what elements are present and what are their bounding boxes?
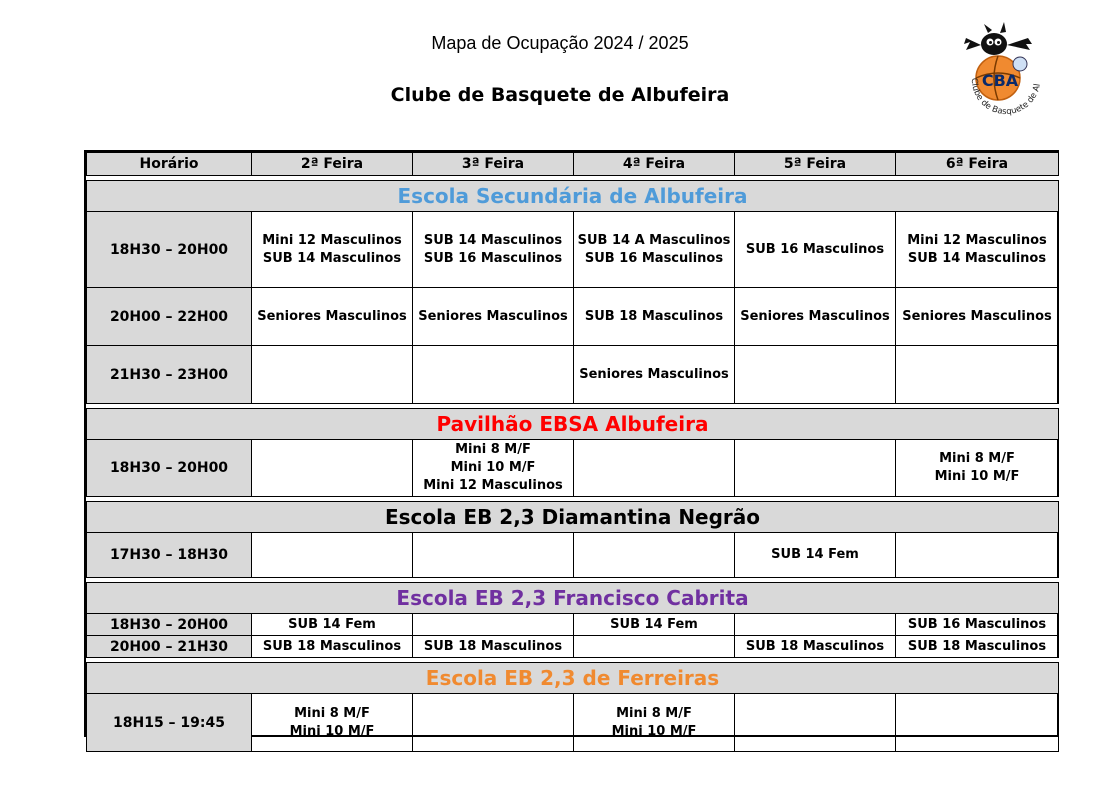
schedule-cell — [252, 288, 413, 346]
schedule-cell — [574, 288, 735, 346]
team-entry: SUB 18 Masculinos — [584, 308, 724, 324]
schedule-cell — [735, 346, 896, 404]
team-entry: SUB 14 Masculinos — [262, 250, 402, 266]
logo-ring-text: Clube de Basquete de Al — [968, 77, 1043, 118]
column-header-horario: Horário — [87, 153, 252, 176]
team-entry: Mini 8 M/F — [455, 442, 531, 457]
team-entry: SUB 16 Masculinos — [584, 250, 724, 266]
schedule-cell — [735, 212, 896, 288]
schedule-cell — [896, 636, 1059, 658]
schedule-row — [87, 533, 1059, 578]
schedule-cell — [252, 533, 413, 578]
time-slot: 20H00 – 21H30 — [87, 636, 252, 658]
team-entry: Seniores Masculinos — [740, 308, 890, 324]
schedule-cell — [252, 636, 413, 658]
column-header-2a-feira: 2ª Feira — [252, 153, 413, 176]
club-logo — [950, 20, 1050, 120]
schedule-cell — [252, 614, 413, 636]
column-header-3a-feira: 3ª Feira — [413, 153, 574, 176]
team-entry: Mini 10 M/F — [611, 723, 697, 739]
time-slot: 18H30 – 20H00 — [87, 440, 252, 497]
schedule-cell — [413, 694, 574, 752]
venue-name: Escola EB 2,3 de Ferreiras — [87, 663, 1059, 694]
team-entry: Mini 8 M/F — [616, 705, 692, 721]
header-row — [87, 153, 1059, 176]
team-entry: Seniores Masculinos — [902, 308, 1052, 324]
schedule-row — [87, 636, 1059, 658]
schedule-cell — [735, 440, 896, 497]
schedule-cell — [574, 346, 735, 404]
team-entry: Seniores Masculinos — [418, 308, 568, 324]
venue-name: Escola Secundária de Albufeira — [87, 181, 1059, 212]
schedule-row — [87, 694, 1059, 752]
schedule-cell — [896, 346, 1059, 404]
schedule-row — [87, 288, 1059, 346]
schedule-cell — [735, 288, 896, 346]
schedule-cell — [252, 212, 413, 288]
schedule-body — [87, 176, 1059, 752]
club-name: Clube de Basquete de Albufeira — [390, 84, 730, 106]
team-entry: SUB 18 Masculinos — [262, 638, 402, 654]
team-entry: Mini 12 Masculinos — [423, 478, 563, 493]
team-entry: Mini 10 M/F — [450, 460, 536, 475]
logo-mark: CBA — [981, 71, 1019, 90]
venue-name: Escola EB 2,3 Francisco Cabrita — [87, 583, 1059, 614]
team-entry: SUB 14 A Masculinos — [577, 232, 731, 248]
schedule-cell — [574, 614, 735, 636]
team-entry: SUB 18 Masculinos — [423, 638, 563, 654]
venue-section-row — [87, 663, 1059, 694]
team-entry: Seniores Masculinos — [257, 308, 407, 324]
schedule-cell — [252, 440, 413, 497]
schedule-cell — [252, 346, 413, 404]
schedule-cell — [252, 694, 413, 752]
schedule-cell — [896, 212, 1059, 288]
schedule-row — [87, 614, 1059, 636]
time-slot: 18H15 – 19:45 — [87, 694, 252, 752]
schedule-row — [87, 212, 1059, 288]
schedule-cell — [735, 533, 896, 578]
team-entry: SUB 16 Masculinos — [423, 250, 563, 266]
time-slot: 18H30 – 20H00 — [87, 614, 252, 636]
time-slot: 21H30 – 23H00 — [87, 346, 252, 404]
time-slot: 20H00 – 22H00 — [87, 288, 252, 346]
schedule-cell — [574, 636, 735, 658]
schedule-cell — [413, 614, 574, 636]
schedule-cell — [896, 614, 1059, 636]
venue-name: Pavilhão EBSA Albufeira — [87, 409, 1059, 440]
venue-section-row — [87, 181, 1059, 212]
team-entry: Mini 12 Masculinos — [262, 232, 402, 248]
schedule-table — [86, 152, 1059, 752]
team-entry: Mini 8 M/F — [294, 705, 370, 721]
venue-section-row — [87, 409, 1059, 440]
schedule-cell — [574, 440, 735, 497]
column-header-6a-feira: 6ª Feira — [896, 153, 1059, 176]
schedule-cell — [413, 288, 574, 346]
schedule-cell — [413, 346, 574, 404]
time-slot: 17H30 – 18H30 — [87, 533, 252, 578]
schedule-cell — [413, 533, 574, 578]
team-entry: Mini 10 M/F — [289, 723, 375, 739]
team-entry: SUB 14 Masculinos — [423, 232, 563, 248]
schedule-cell — [574, 212, 735, 288]
team-entry: SUB 14 Masculinos — [907, 250, 1047, 266]
schedule-cell — [413, 212, 574, 288]
schedule-cell — [413, 636, 574, 658]
team-entry: SUB 14 Fem — [771, 547, 859, 562]
schedule-cell — [574, 694, 735, 752]
column-header-5a-feira: 5ª Feira — [735, 153, 896, 176]
team-entry: Mini 8 M/F — [939, 451, 1015, 466]
document-title: Mapa de Ocupação 2024 / 2025 — [431, 33, 689, 53]
schedule-cell — [896, 288, 1059, 346]
team-entry: Mini 12 Masculinos — [907, 232, 1047, 248]
team-entry: Mini 10 M/F — [934, 469, 1020, 484]
team-entry: SUB 18 Masculinos — [745, 638, 885, 654]
schedule-cell — [735, 636, 896, 658]
venue-name: Escola EB 2,3 Diamantina Negrão — [87, 502, 1059, 533]
team-entry: Seniores Masculinos — [579, 366, 729, 382]
schedule-row — [87, 346, 1059, 404]
team-entry: SUB 16 Masculinos — [745, 241, 885, 257]
schedule-cell — [896, 694, 1059, 752]
team-entry: SUB 14 Fem — [288, 616, 376, 632]
venue-section-row — [87, 502, 1059, 533]
venue-section-row — [87, 583, 1059, 614]
schedule-row — [87, 440, 1059, 497]
team-entry: SUB 18 Masculinos — [907, 638, 1047, 654]
schedule-cell — [896, 533, 1059, 578]
schedule-cell — [735, 694, 896, 752]
schedule-cell — [413, 440, 574, 497]
schedule-cell — [735, 614, 896, 636]
column-header-4a-feira: 4ª Feira — [574, 153, 735, 176]
time-slot: 18H30 – 20H00 — [87, 212, 252, 288]
team-entry: SUB 16 Masculinos — [907, 616, 1047, 632]
schedule-cell — [574, 533, 735, 578]
schedule-cell — [896, 440, 1059, 497]
team-entry: SUB 14 Fem — [610, 616, 698, 632]
